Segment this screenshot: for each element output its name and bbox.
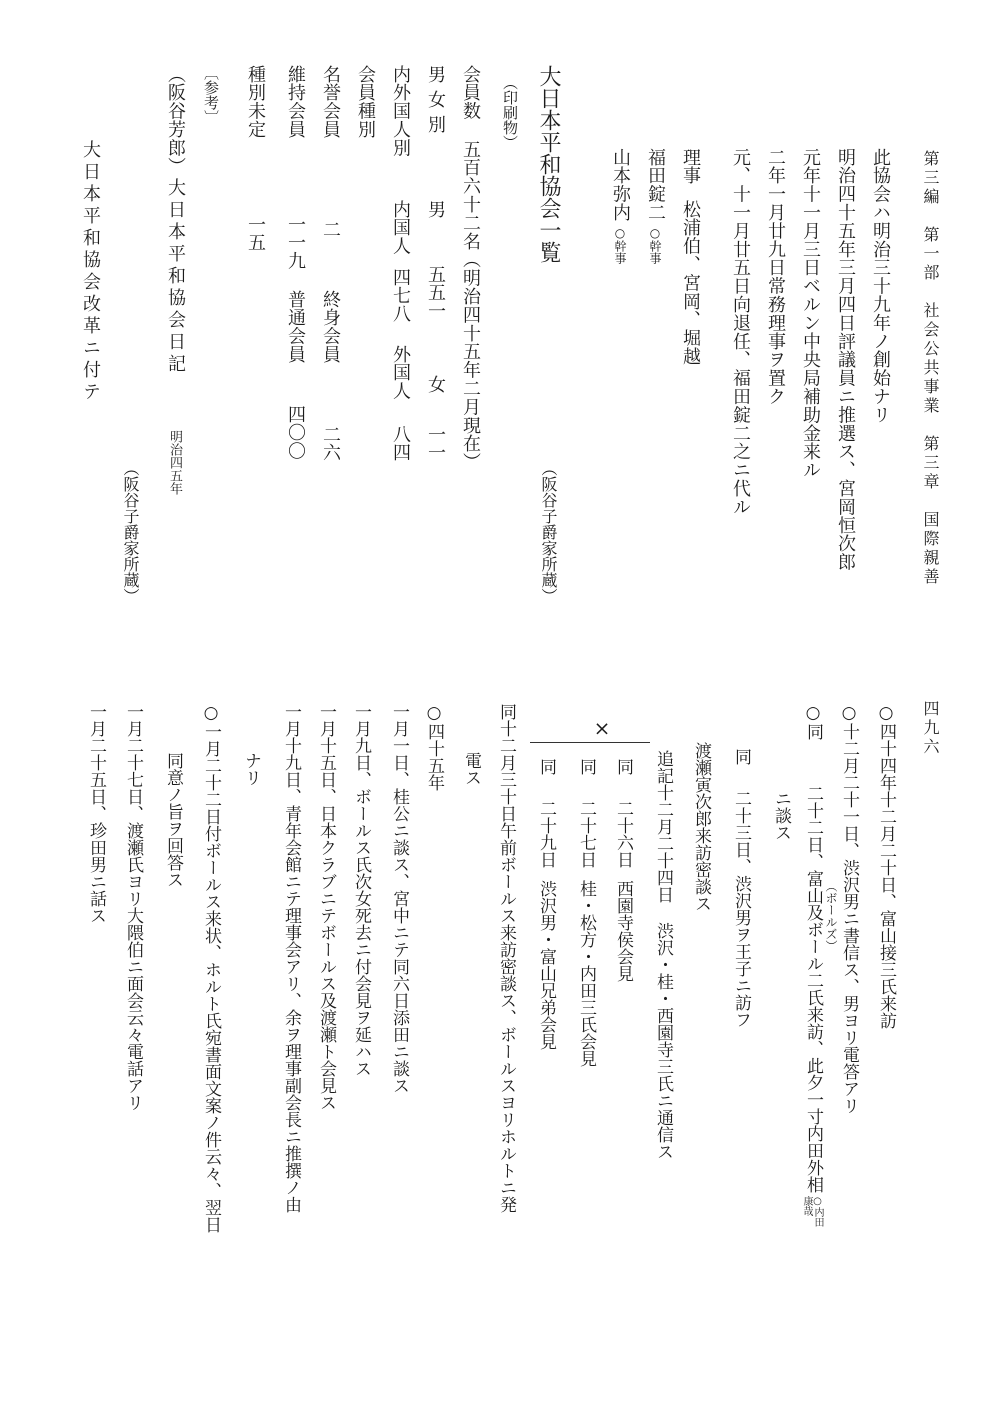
female-count: 一一 bbox=[425, 425, 446, 462]
addendum-row-text: 桂・松方・内田三氏会見 bbox=[576, 880, 596, 1067]
addendum-ditto: 同 bbox=[613, 758, 633, 775]
diary-entry: 渡瀬寅次郎来訪密談ス bbox=[691, 742, 711, 912]
overview-title: 大日本平和協会一覧 bbox=[536, 65, 561, 263]
member-type-count: 一五 bbox=[245, 215, 266, 252]
domestic-label: 内国人 bbox=[390, 200, 411, 256]
intro-line: 二年一月廿九日常務理事ヲ置ク bbox=[765, 148, 786, 406]
intro-line: 明治四十五年三月四日評議員ニ推選ス、宮岡恒次郎 bbox=[835, 148, 856, 572]
intro-line: 此協会ハ明治三十九年ノ創始ナリ bbox=[870, 148, 891, 424]
cross-mark: × bbox=[590, 716, 614, 740]
diary-entry: ○十二月二十一日、渋沢男ニ書信ス、男ヨリ電答アリ bbox=[839, 703, 859, 1114]
diary-entry: 二十二日、富山及ボール二氏来訪、此夕一寸内田外相 bbox=[803, 785, 823, 1193]
foreign-count: 八四 bbox=[390, 425, 411, 462]
section-heading: 大日本平和協会改革ニ付テ bbox=[80, 140, 101, 404]
addendum-ditto: 同 bbox=[576, 758, 596, 775]
directors-label: 理事 bbox=[680, 148, 701, 185]
diary-note: 康哉 bbox=[801, 1196, 812, 1216]
diary-date: ○同 bbox=[803, 703, 823, 740]
diary-date: 同 bbox=[731, 748, 751, 765]
diary-continuation: ニ談ス bbox=[771, 790, 791, 841]
addendum-text: 渋沢・桂・西園寺三氏ニ通信ス bbox=[653, 922, 673, 1160]
member-type-count: 四〇〇 bbox=[285, 405, 306, 461]
diary-entry: 一月一日、桂公ニ談ス、宮中ニテ同六日添田ニ談ス bbox=[389, 703, 409, 1094]
overview-kind: （印刷物） bbox=[501, 75, 519, 150]
reference-source: （阪谷子爵家所蔵） bbox=[121, 460, 140, 604]
page-number: 四九六 bbox=[921, 700, 940, 757]
members-value: 五百六十二名（明治四十五年二月現在） bbox=[460, 140, 481, 472]
nationality-label: 内外国人別 bbox=[390, 65, 411, 157]
intro-line: 元、十一月廿五日向退任、福田錠二之ニ代ル bbox=[730, 148, 751, 516]
overview-source: （阪谷子爵家所蔵） bbox=[539, 460, 558, 604]
reference-author: （阪谷芳郎） bbox=[165, 65, 186, 176]
addendum-row-text: 西園寺侯会見 bbox=[613, 880, 633, 982]
addendum-ditto: 同 bbox=[536, 758, 556, 775]
reference-label: 〔参考〕 bbox=[202, 65, 220, 125]
diary-entry: 同十二月三十日午前ボールス来訪密談ス、ボールスヨリホルトニ発 bbox=[496, 703, 516, 1213]
intro-line: 元年十一月三日ベルン中央局補助金来ル bbox=[800, 148, 821, 480]
reference-date: 明治四五年 bbox=[167, 430, 182, 495]
addendum-rule bbox=[530, 742, 650, 743]
addendum-day: 二十九日 bbox=[536, 800, 556, 868]
diary-entry: 一月十九日、青年会館ニテ理事会アリ、余ヲ理事副会長ニ推撰ノ由 bbox=[281, 703, 301, 1213]
secretary-note: ○幹事 bbox=[648, 226, 662, 264]
diary-continuation: 電ス bbox=[461, 752, 481, 786]
domestic-count: 四七八 bbox=[390, 268, 411, 324]
addendum-row-text: 渋沢男・富山兄弟会見 bbox=[536, 880, 556, 1050]
female-label: 女 bbox=[425, 375, 446, 394]
male-count: 五五一 bbox=[425, 265, 446, 321]
diary-entry: 二十三日、渋沢男ヲ王子ニ訪フ bbox=[731, 790, 751, 1028]
member-type-label: 名誉会員 bbox=[320, 65, 341, 139]
reference-title: 大日本平和協会日記 bbox=[165, 178, 186, 376]
member-type-count: 二六 bbox=[320, 425, 341, 462]
year-heading: ○四十五年 bbox=[424, 703, 444, 791]
diary-continuation: 同意ノ旨ヲ回答ス bbox=[163, 752, 183, 888]
directors-names: 松浦伯、宮岡、堀越 bbox=[680, 200, 701, 366]
diary-entry: 一月九日、ボールス氏次女死去ニ付会見ヲ延ハス bbox=[351, 703, 371, 1077]
member-type-count: 二 bbox=[320, 220, 341, 239]
members-label: 会員数 bbox=[460, 65, 481, 121]
member-type-label: 普通会員 bbox=[285, 290, 306, 364]
diary-entry: 一月二十五日、珍田男ニ話ス bbox=[86, 703, 106, 924]
addendum-label: 追記十二月二十四日 bbox=[653, 750, 673, 903]
secretary-name: 山本弥内 bbox=[610, 148, 631, 222]
member-types-label: 会員種別 bbox=[355, 65, 376, 139]
secretary-name: 福田錠二 bbox=[645, 148, 666, 222]
member-type-label: 種別未定 bbox=[245, 65, 266, 139]
diary-entry: 一月十五日、日本クラブニテボールス及渡瀬ト会見ス bbox=[316, 703, 336, 1111]
foreign-label: 外国人 bbox=[390, 345, 411, 401]
member-type-count: 一一九 bbox=[285, 215, 306, 271]
diary-entry: 一月二十七日、渡瀬氏ヨリ大隈伯ニ面会云々電話アリ bbox=[123, 703, 143, 1111]
diary-entry: ○四十四年十二月二十日、富山接三氏来訪 bbox=[876, 703, 896, 1029]
member-type-label: 終身会員 bbox=[320, 290, 341, 364]
member-type-label: 維持会員 bbox=[285, 65, 306, 139]
male-label: 男 bbox=[425, 200, 446, 219]
running-head: 第三編 第一部 社会公共事業 第三章 国際親善 bbox=[921, 150, 940, 587]
sex-label: 男女別 bbox=[425, 65, 446, 140]
addendum-day: 二十六日 bbox=[613, 800, 633, 868]
addendum-day: 二十七日 bbox=[576, 800, 596, 868]
diary-entry: ○一月二十二日付ボールス来状、ホルト氏宛書面文案ノ件云々、翌日 bbox=[201, 703, 221, 1233]
diary-continuation: ナリ bbox=[241, 752, 261, 786]
diary-note: ○内田 bbox=[812, 1196, 823, 1227]
diary-note: （ボールズ） bbox=[824, 880, 838, 952]
secretary-note: ○幹事 bbox=[613, 226, 627, 264]
